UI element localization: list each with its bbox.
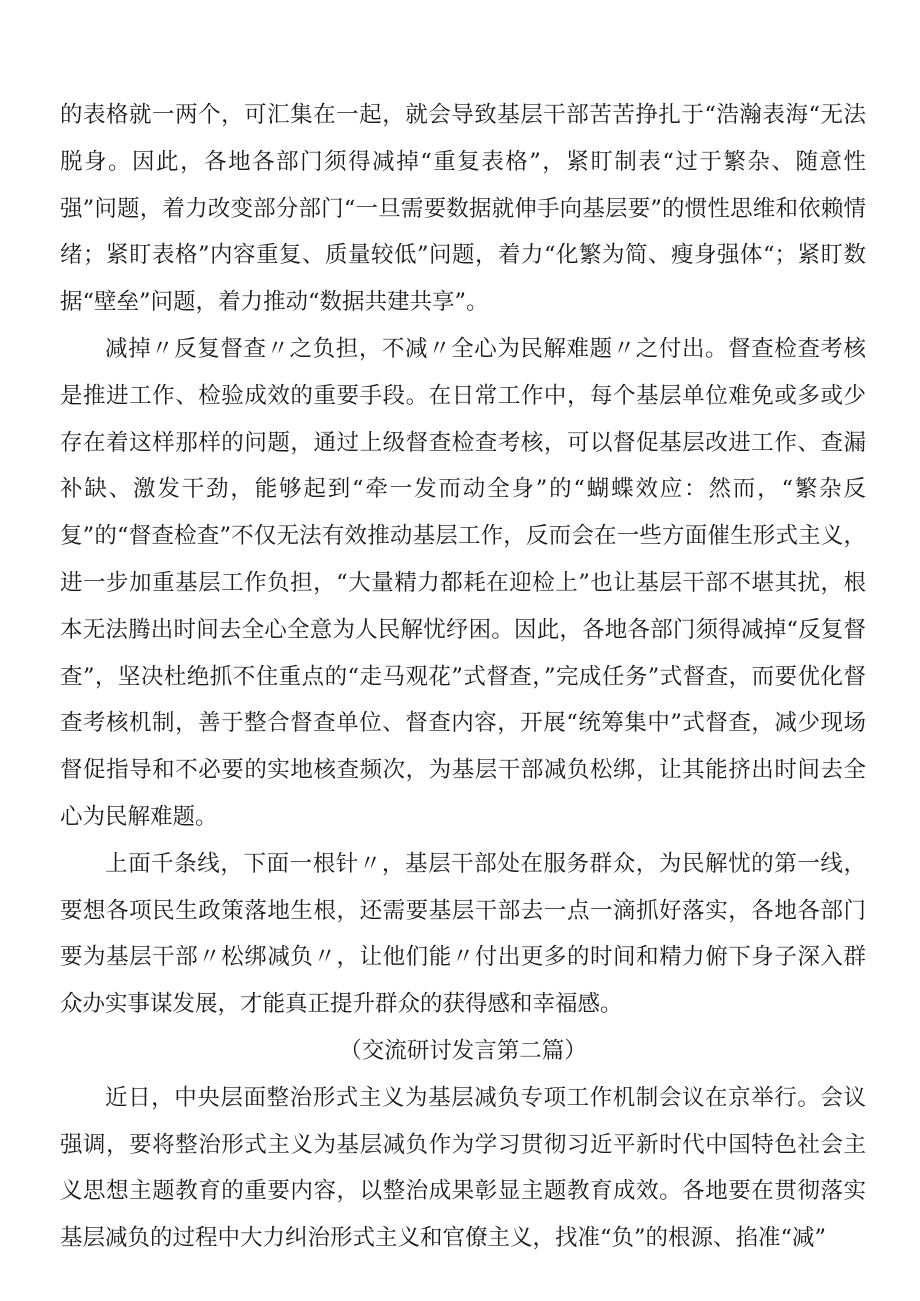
paragraph-grassroots: 上面千条线，下面一根针〃，基层干部处在服务群众，为民解忧的第一线，要想各项民生政策落地生根，还需要基层干部去一点一滴抓好落实，各地各部门要为基层干部〃松绑减负〃，让他们能〃付出更多的时间和精力俯下身子深入群众办实事谋发展，才能真正提升群众的获得感和幸福感。 bbox=[60, 850, 866, 1018]
paragraph-meeting: 近日，中央层面整治形式主义为基层减负专项工作机制会议在京举行。会议强调，要将整治形式主义为基层减负作为学习贯彻习近平新时代中国特色社会主义思想主题教育的重要内容，以整治成果彰显主题教育成效。各地要在贯彻落实基层减负的过程中大力纠治形式主义和官僚主义，找准“负”的根源、掐准“减” bbox=[60, 1084, 866, 1252]
paragraph-continued: 的表格就一两个，可汇集在一起，就会导致基层干部苦苦挣扎于“浩瀚表海“无法脱身。因此，各地各部门须得减掉“重复表格”，紧盯制表“过于繁杂、随意性强”问题，着力改变部分部门“一旦需要数据就伸手向基层要”的惯性思维和依赖情绪；紧盯表格”内容重复、质量较低”问题，着力“化繁为简、瘦身强体“；紧盯数据“壁垒”问题，着力推动“数据共建共享”。 bbox=[60, 102, 866, 316]
document-body bbox=[60, 92, 866, 1262]
paragraph-supervision: 减掉〃反复督查〃之负担，不减〃全心为民解难题〃之付出。督查检查考核是推进工作、检验成效的重要手段。在日常工作中，每个基层单位难免或多或少存在着这样那样的问题，通过上级督查检查考核，可以督促基层改进工作、查漏补缺、激发干劲，能够起到“牵一发而动全身”的“蝴蝶效应：然而，“繁杂反复”的“督查检查”不仅无法有效推动基层工作，反而会在一些方面催生形式主义，进一步加重基层工作负担，“大量精力都耗在迎检上”也让基层干部不堪其扰，根本无法腾出时间去全心全意为人民解忧纾困。因此，各地各部门须得减掉“反复督查”，坚决杜绝抓不住重点的“走马观花”式督查，”完成任务”式督查，而要优化督查考核机制，善于整合督查单位、督查内容，开展“统筹集中”式督查，减少现场督促指导和不必要的实地核查频次，为基层干部减负松绑，让其能挤出时间去全心为民解难题。 bbox=[60, 335, 866, 830]
section-heading: （交流研讨发言第二篇） bbox=[339, 1037, 587, 1064]
